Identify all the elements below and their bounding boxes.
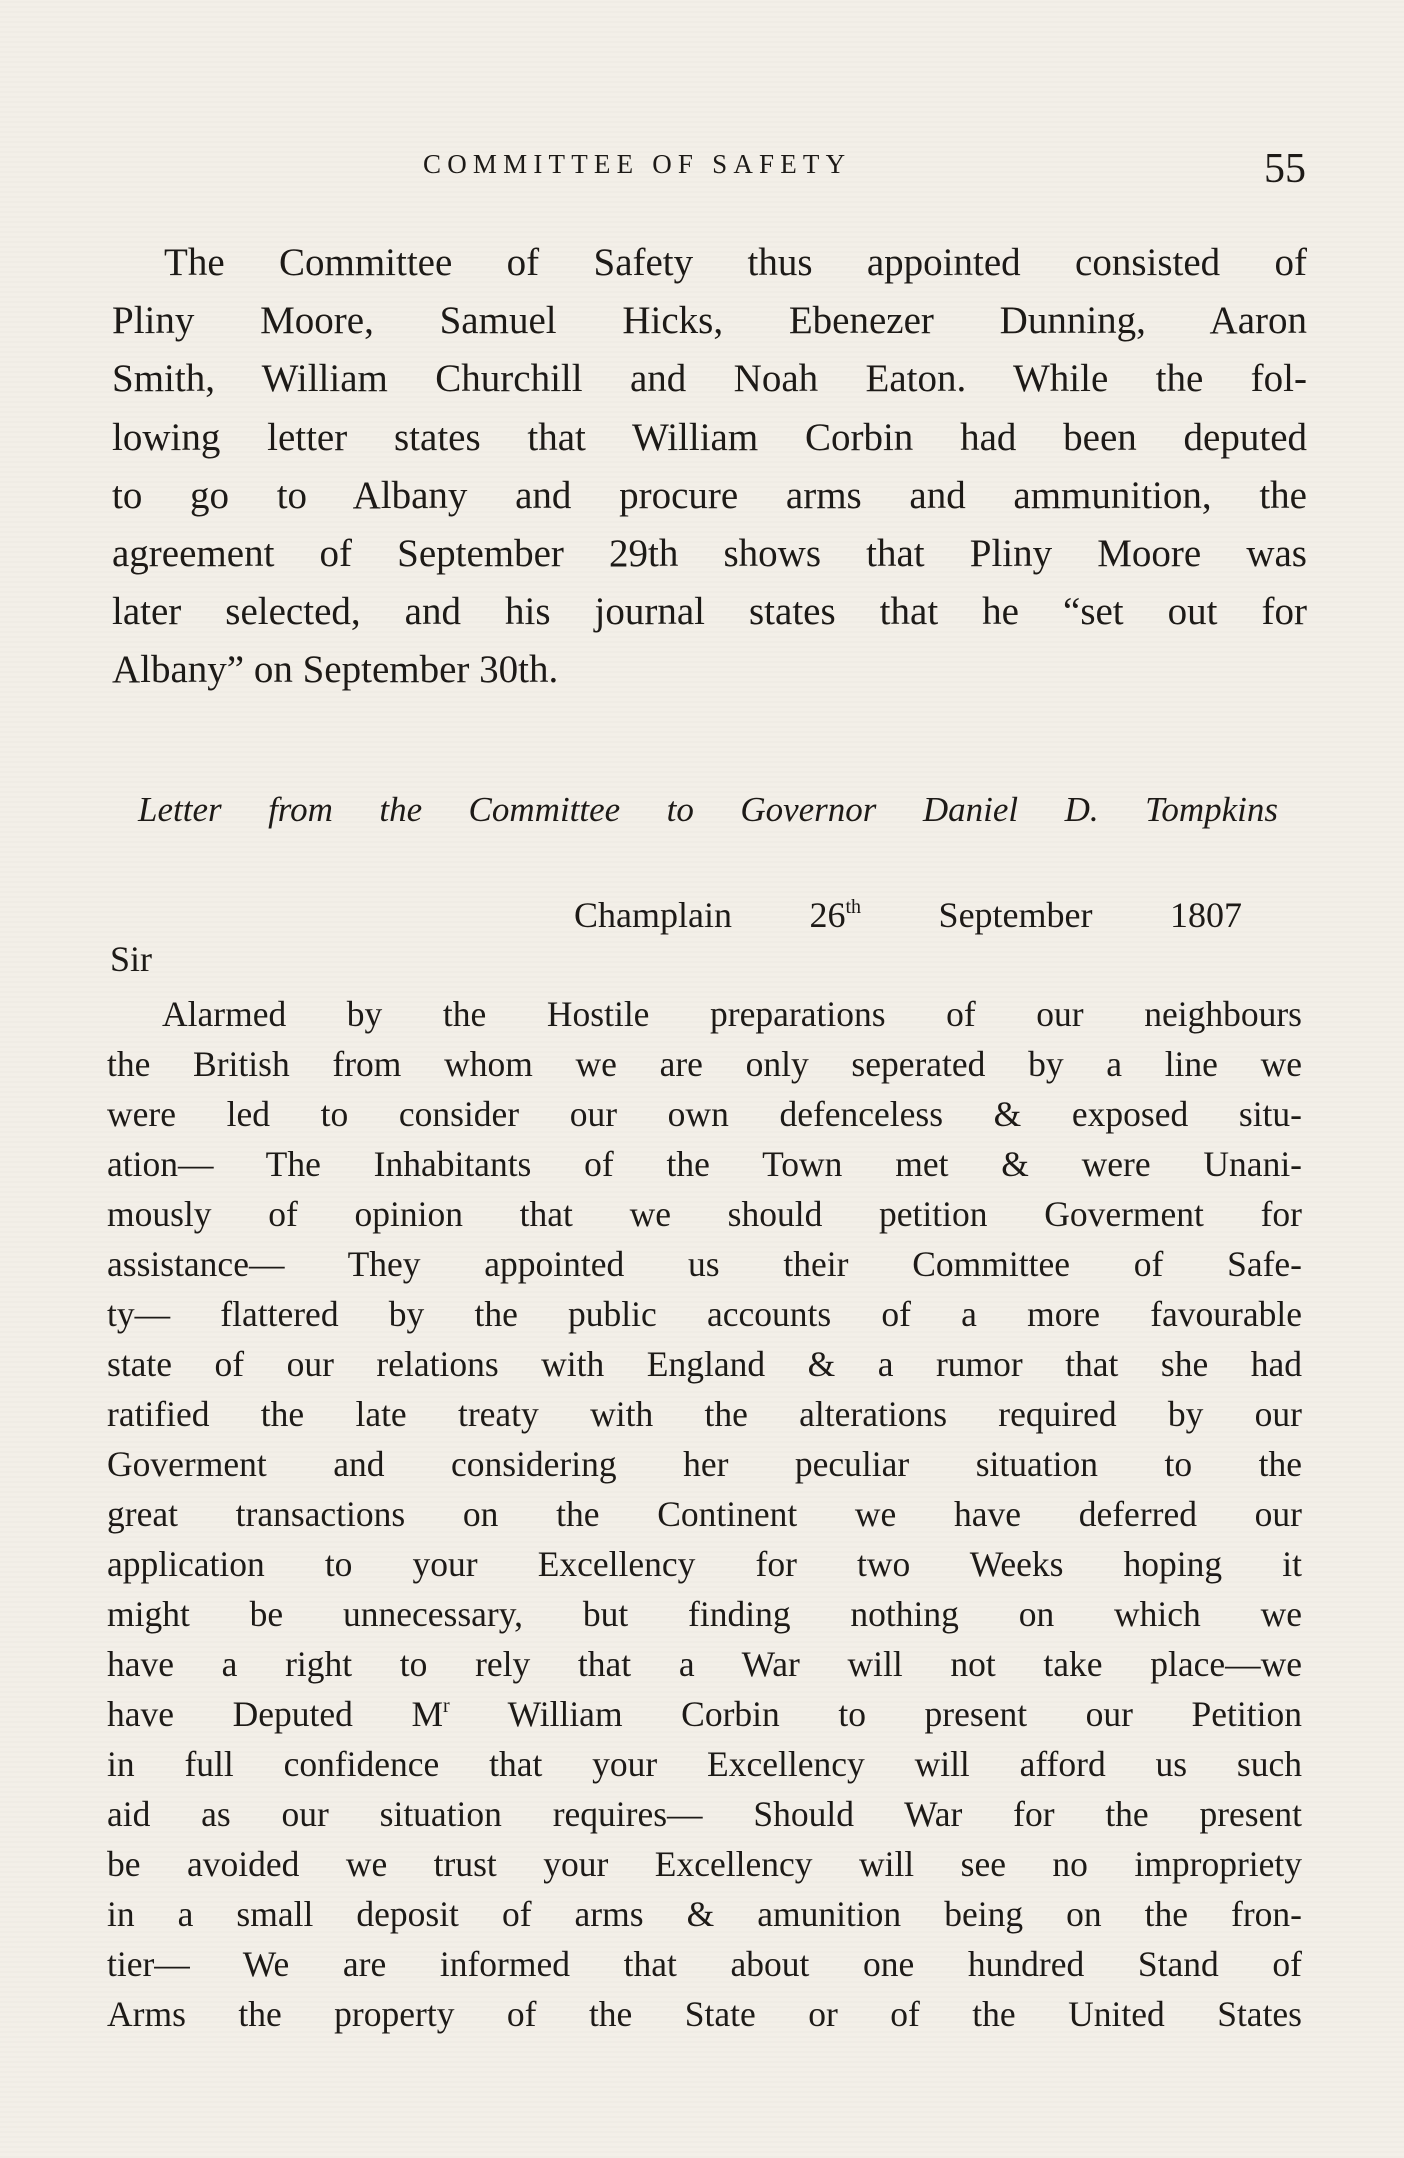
intro-line: Pliny Moore, Samuel Hicks, Ebenezer Dunning, Aaron — [112, 299, 1307, 342]
letter-line: application to your Excellency for two Weeks hoping it — [107, 1544, 1302, 1584]
letter-dateline — [574, 893, 1242, 937]
letter-line: Goverment and considering her peculiar situation to the — [107, 1444, 1302, 1484]
letter-heading: Letter from the Committee to Governor Daniel D. Tompkins — [138, 790, 1278, 829]
letter-line: the British from whom we are only seperated by a line we — [107, 1044, 1302, 1084]
letter-line: ation— The Inhabitants of the Town met & were Unani- — [107, 1144, 1302, 1184]
intro-line: Albany” on September 30th. — [112, 648, 559, 691]
superscript-r: r — [443, 1695, 450, 1717]
letter-line: aid as our situation requires— Should War for the present — [107, 1794, 1302, 1834]
letter-line: be avoided we trust your Excellency will see no impropriety — [107, 1844, 1302, 1884]
letter-line — [107, 1692, 1302, 1736]
intro-line: Smith, William Churchill and Noah Eaton. While the fol- — [112, 357, 1307, 400]
letter-line: were led to consider our own defenceless & exposed situ- — [107, 1094, 1302, 1134]
page-number: 55 — [1264, 146, 1306, 192]
intro-line: later selected, and his journal states that he “set out for — [112, 590, 1307, 633]
intro-line: lowing letter states that William Corbin had been deputed — [112, 416, 1307, 459]
dateline-day-suffix: th — [845, 896, 862, 918]
letter-line: Arms the property of the State or of the United States — [107, 1994, 1302, 2034]
letter-line: might be unnecessary, but finding nothing on which we — [107, 1594, 1302, 1634]
letter-line: state of our relations with England & a rumor that she had — [107, 1344, 1302, 1384]
letter-line: in a small deposit of arms & amunition being on the fron- — [107, 1894, 1302, 1934]
letter-line: Alarmed by the Hostile preparations of our neighbours — [162, 994, 1302, 1034]
letter-line: have a right to rely that a War will not take place—we — [107, 1644, 1302, 1684]
letter-line: in full confidence that your Excellency will afford us such — [107, 1744, 1302, 1784]
intro-line: to go to Albany and procure arms and ammunition, the — [112, 474, 1307, 517]
letter-line: great transactions on the Continent we have deferred our — [107, 1494, 1302, 1534]
letter-line: assistance— They appointed us their Committee of Safe- — [107, 1244, 1302, 1284]
dateline-place: Champlain — [574, 895, 732, 935]
dateline-month-year: September 1807 — [938, 895, 1242, 935]
running-head: COMMITTEE OF SAFETY — [423, 149, 852, 179]
letter-line: ty— flattered by the public accounts of a more favourable — [107, 1294, 1302, 1334]
letter-line: mously of opinion that we should petition Goverment for — [107, 1194, 1302, 1234]
intro-line: The Committee of Safety thus appointed consisted of — [164, 241, 1307, 284]
letter-line: tier— We are informed that about one hundred Stand of — [107, 1944, 1302, 1984]
letter-line: ratified the late treaty with the alterations required by our — [107, 1394, 1302, 1434]
intro-line: agreement of September 29th shows that Pliny Moore was — [112, 532, 1307, 575]
letter-salutation: Sir — [110, 939, 153, 979]
letter-line-part: William Corbin to present our Petition — [449, 1694, 1303, 1734]
dateline-day: 26th — [809, 895, 862, 935]
letter-line-part: have Deputed M — [107, 1694, 444, 1734]
